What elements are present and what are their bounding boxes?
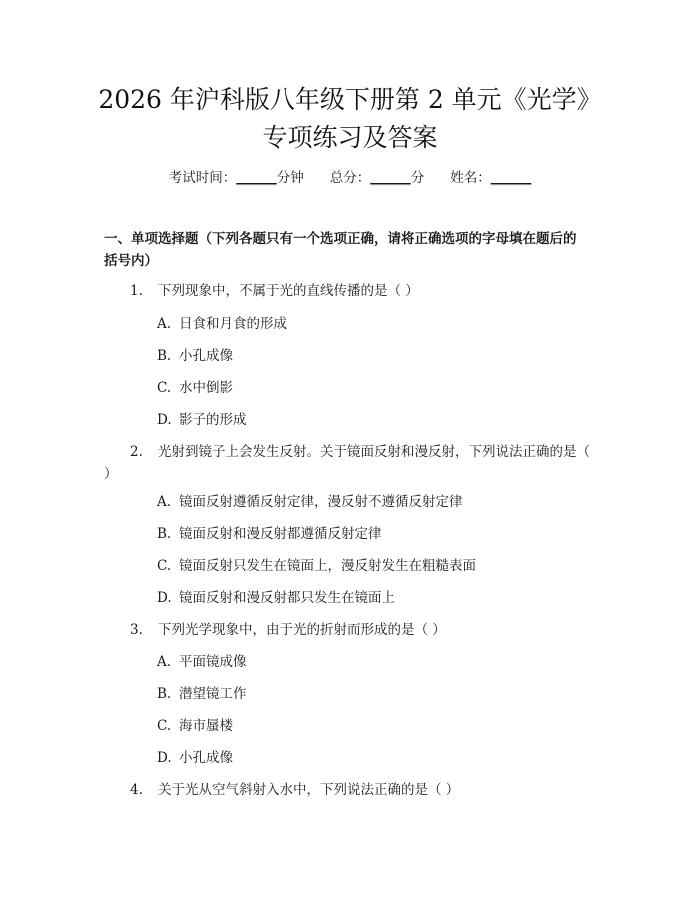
option-text: 日食和月食的形成 [179, 316, 287, 332]
name-blank: ______ [490, 170, 532, 186]
total-score-blank: ______ [370, 170, 411, 186]
question-2 [104, 441, 599, 485]
question-3-option-d [157, 748, 233, 768]
total-score-label: 总分： [329, 170, 371, 186]
question-2-option-c [157, 556, 476, 576]
option-letter: D. [157, 590, 172, 606]
option-letter: D. [157, 412, 172, 428]
section-heading [104, 228, 604, 272]
option-letter: C. [157, 718, 172, 734]
option-letter: C. [157, 380, 172, 396]
option-letter: A. [157, 654, 172, 670]
option-text: 海市蜃楼 [179, 718, 233, 734]
option-letter: B. [157, 526, 172, 542]
option-text: 平面镜成像 [179, 654, 247, 670]
name-label: 姓名： [450, 170, 491, 186]
question-1-option-b [157, 346, 233, 366]
option-text: 镜面反射遵循反射定律，漫反射不遵循反射定律 [179, 494, 463, 510]
question-1-option-c [157, 378, 233, 398]
question-stem: 光射到镜子上会发生反射。关于镜面反射和漫反射，下列说法正确的是（ ） [104, 444, 590, 482]
question-3-option-b [157, 684, 247, 704]
question-number: 2. [130, 444, 143, 460]
question-number: 3. [130, 622, 143, 638]
question-stem: 关于光从空气斜射入水中，下列说法正确的是（ ） [158, 782, 460, 798]
question-1 [104, 280, 599, 302]
question-3 [104, 619, 599, 641]
option-text: 水中倒影 [179, 380, 233, 396]
option-text: 小孔成像 [179, 348, 233, 364]
option-text: 潜望镜工作 [179, 686, 247, 702]
question-2-option-b [157, 524, 382, 544]
option-text: 影子的形成 [179, 412, 247, 428]
question-stem: 下列现象中，不属于光的直线传播的是（ ） [158, 283, 419, 299]
question-3-option-c [157, 716, 233, 736]
total-score-unit: 分 [410, 170, 425, 186]
question-2-option-a [157, 492, 463, 512]
question-2-option-d [157, 588, 395, 608]
question-stem: 下列光学现象中，由于光的折射而形成的是（ ） [158, 622, 446, 638]
option-letter: A. [157, 316, 172, 332]
section-heading-line1: 一、单项选择题（下列各题只有一个选项正确，请将正确选项的字母填在题后的 [104, 231, 577, 247]
exam-time-unit: 分钟 [276, 170, 304, 186]
option-letter: B. [157, 348, 172, 364]
page-title-line1: 2026 年沪科版八年级下册第 2 单元《光学》 [98, 85, 602, 114]
exam-time-blank: ______ [236, 170, 277, 186]
option-text: 镜面反射只发生在镜面上，漫反射发生在粗糙表面 [179, 558, 476, 574]
question-number: 1. [130, 283, 143, 299]
option-letter: D. [157, 750, 172, 766]
section-heading-line2: 括号内） [104, 253, 158, 269]
exam-meta [0, 168, 700, 188]
option-letter: B. [157, 686, 172, 702]
exam-time-label: 考试时间： [168, 170, 237, 186]
question-1-option-d [157, 410, 247, 430]
question-3-option-a [157, 652, 247, 672]
question-number: 4. [130, 782, 143, 798]
page-title-line2: 专项练习及答案 [262, 123, 438, 152]
option-text: 镜面反射和漫反射都只发生在镜面上 [179, 590, 395, 606]
option-text: 小孔成像 [179, 750, 233, 766]
question-1-option-a [157, 314, 287, 334]
option-text: 镜面反射和漫反射都遵循反射定律 [179, 526, 382, 542]
option-letter: A. [157, 494, 172, 510]
option-letter: C. [157, 558, 172, 574]
question-4 [104, 779, 599, 801]
